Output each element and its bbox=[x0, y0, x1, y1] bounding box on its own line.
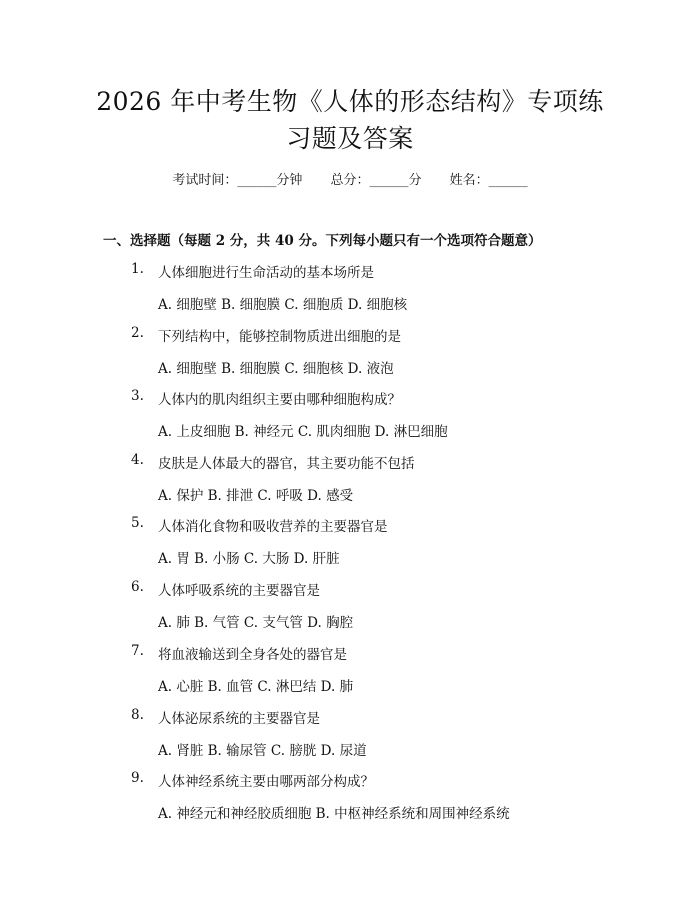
question-number: 2. bbox=[131, 325, 144, 341]
document-title-line-1: 2026 年中考生物《人体的形态结构》专项练 bbox=[96, 87, 604, 116]
question-text: 人体神经系统主要由哪两部分构成？ bbox=[158, 774, 374, 790]
question-number: 6. bbox=[131, 579, 144, 595]
exam-time-field: 考试时间：______分钟 bbox=[172, 173, 303, 188]
question-text: 人体内的肌肉组织主要由哪种细胞构成？ bbox=[158, 392, 401, 408]
question-text: 人体呼吸系统的主要器官是 bbox=[158, 583, 320, 599]
question-number: 9. bbox=[131, 770, 144, 786]
question-options: A. 心脏 B. 血管 C. 淋巴结 D. 肺 bbox=[158, 679, 354, 695]
question-number: 4. bbox=[131, 452, 144, 468]
section-heading-choice: 一、选择题（每题 2 分，共 40 分。下列每小题只有一个选项符合题意） bbox=[103, 233, 542, 249]
question-text: 人体消化食物和吸收营养的主要器官是 bbox=[158, 519, 388, 535]
question-options: A. 细胞壁 B. 细胞膜 C. 细胞核 D. 液泡 bbox=[158, 361, 394, 377]
question-options: A. 保护 B. 排泄 C. 呼吸 D. 感受 bbox=[158, 488, 354, 504]
question-number: 8. bbox=[131, 707, 144, 723]
question-options: A. 肾脏 B. 输尿管 C. 膀胱 D. 尿道 bbox=[158, 743, 367, 759]
question-number: 5. bbox=[131, 515, 144, 531]
question-number: 3. bbox=[131, 388, 144, 404]
question-options: A. 肺 B. 气管 C. 支气管 D. 胸腔 bbox=[158, 615, 354, 631]
question-number: 7. bbox=[131, 643, 144, 659]
question-text: 将血液输送到全身各处的器官是 bbox=[158, 647, 347, 663]
question-text: 人体细胞进行生命活动的基本场所是 bbox=[158, 265, 374, 281]
total-score-field: 总分：______分 bbox=[330, 173, 422, 188]
question-options: A. 神经元和神经胶质细胞 B. 中枢神经系统和周围神经系统 bbox=[158, 806, 510, 822]
exam-meta bbox=[0, 169, 700, 188]
question-options: A. 上皮细胞 B. 神经元 C. 肌肉细胞 D. 淋巴细胞 bbox=[158, 424, 448, 440]
student-name-field: 姓名：______ bbox=[449, 173, 528, 188]
question-text: 人体泌尿系统的主要器官是 bbox=[158, 711, 320, 727]
question-text: 下列结构中，能够控制物质进出细胞的是 bbox=[158, 329, 401, 345]
document-title-line-2: 习题及答案 bbox=[286, 124, 414, 153]
question-number: 1. bbox=[131, 261, 144, 277]
question-options: A. 细胞壁 B. 细胞膜 C. 细胞质 D. 细胞核 bbox=[158, 297, 408, 313]
question-options: A. 胃 B. 小肠 C. 大肠 D. 肝脏 bbox=[158, 551, 340, 567]
question-text: 皮肤是人体最大的器官，其主要功能不包括 bbox=[158, 456, 415, 472]
